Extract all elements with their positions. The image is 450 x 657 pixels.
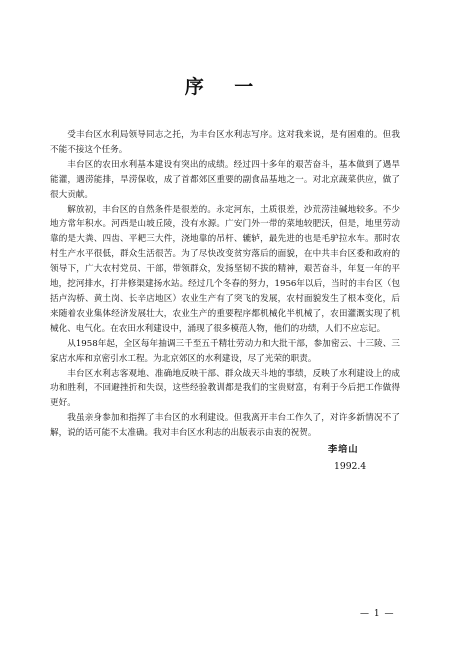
signature-date: 1992.4 [334,461,367,472]
page-number: — 1 — [360,609,395,619]
author-name: 李培山 [328,444,359,455]
paragraph: 解放初，丰台区的自然条件是很差的。永定河东，土质很差，沙荒涝洼碱地较多。不少地方常年积水。河西是山坡丘陵，没有水源。广安门外一带的菜地较肥沃，但是，地里劳动靠的是大粪、四齿、平耙三大件，浇地靠的吊杆、辘轳，最先进的也是毛驴拉水车。那时农村生产水平很低，群众生活很苦。为了尽快改变贫穷落后的面貌，在中共丰台区委和政府的领导下，广大农村党员、干部，带领群众，发扬坚韧不拔的精神，艰苦奋斗，年复一年的平地，挖河排水，打井修渠建扬水站。经过几个冬春的努力，1956年以后，当时的丰台区（包括卢沟桥、黄土岗、长辛店地区）农业生产有了突飞的发展，农村面貌发生了根本变化，后来随着农业集体经济发展壮大，农业生产的重要程序都机械化半机械了，农田灌溉实现了机械化、电气化。在农田水利建设中，涌现了很多模范人物，他们的功绩，人们不应忘记。 [50,204,400,334]
paragraph: 从1958年起，全区每年抽调三千至五千精壮劳动力和大批干部，参加密云、十三陵、三家店水库和京密引水工程。为北京郊区的水利建设，尽了光荣的职责。 [50,338,400,364]
paragraph: 我虽亲身参加和指挥了丰台区的水利建设。但我离开丰台工作久了，对许多新情况不了解，说的话可能不太准确。我对丰台区水利志的出版表示由衷的祝贺。 [50,413,400,439]
preface-body [50,128,400,441]
signature-block [328,441,408,475]
paragraph: 受丰台区水利局领导同志之托，为丰台区水利志写序。这对我来说，是有困难的。但我不能不接这个任务。 [50,130,400,155]
paragraph: 丰台区水利志客观地、准确地反映干部、群众战天斗地的事绩，反映了水利建设上的成功和胜利，不回避挫折和失误，这些经验教训都是我们的宝贵财富，有利于今后把工作做得更好。 [50,368,400,409]
page-title: 序 一 [184,76,266,98]
paragraph: 丰台区的农田水利基本建设有突出的成绩。经过四十多年的艰苦奋斗，基本做到了遇旱能灌，遇涝能排，旱涝保收，成了首都郊区重要的副食品基地之一。对北京蔬菜供应，做了很大贡献。 [50,159,400,200]
